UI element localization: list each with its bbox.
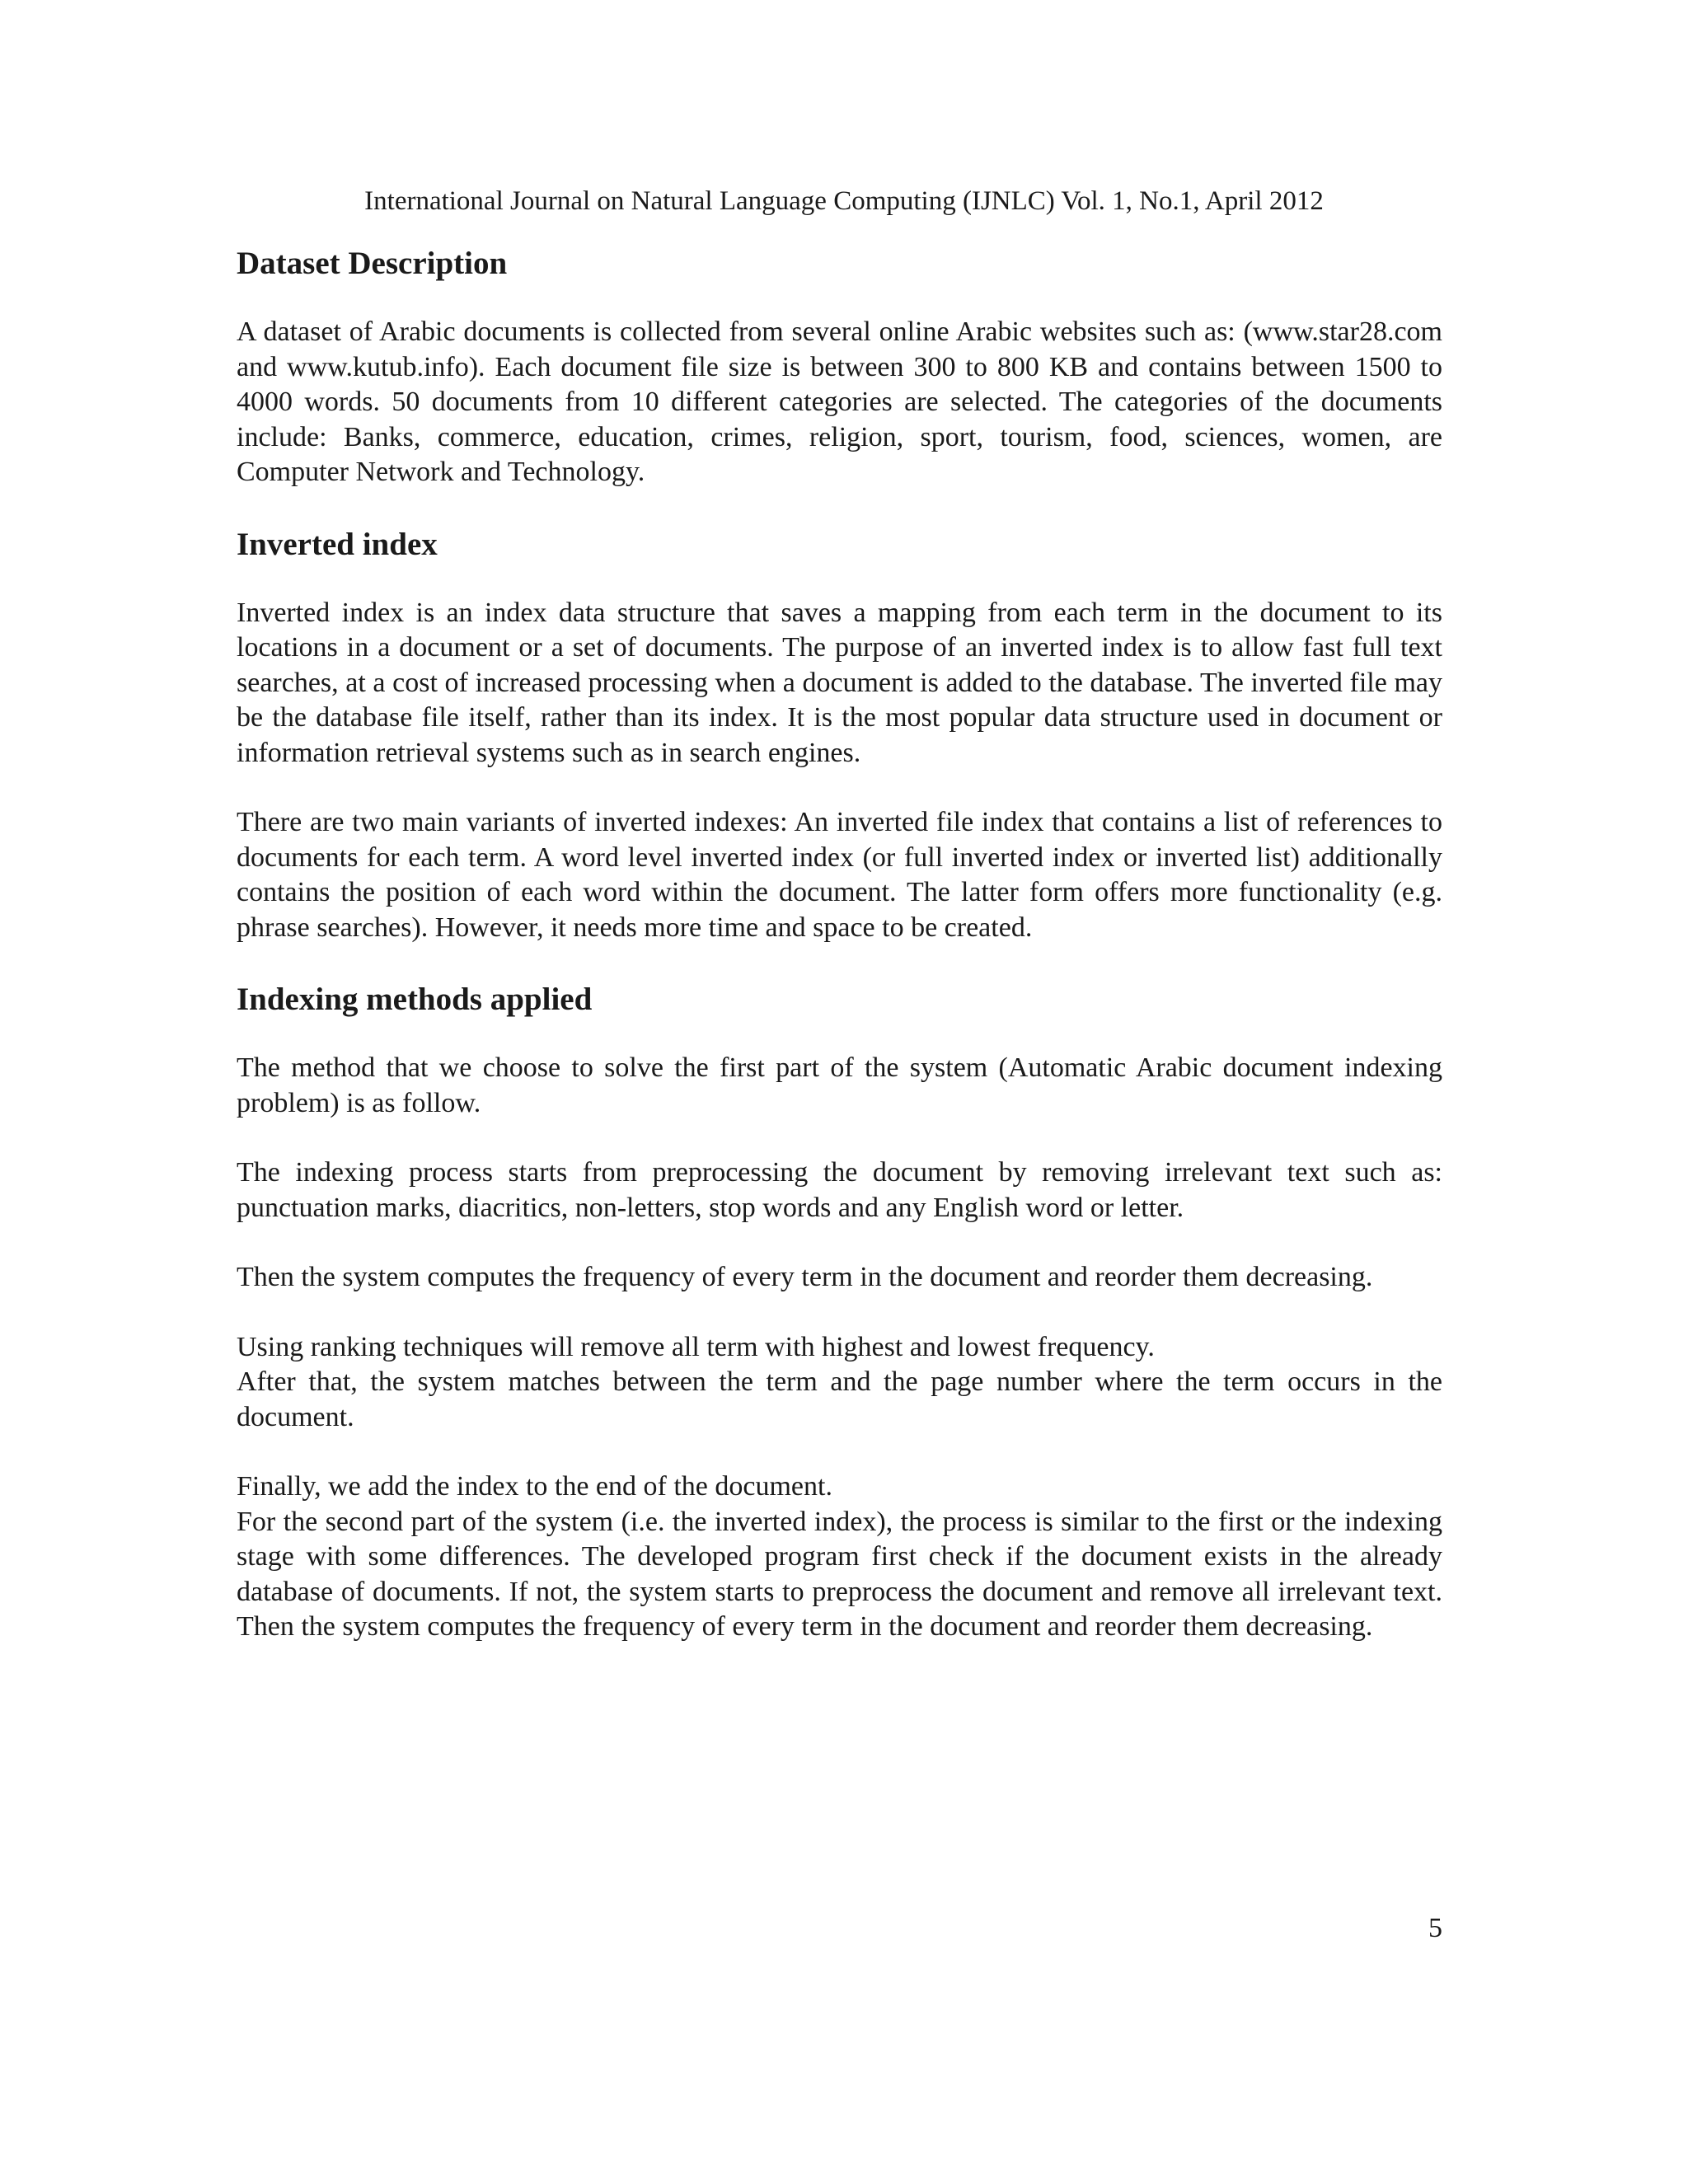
paragraph: Then the system computes the frequency of every term in the document and reorder them decreasing. (237, 1262, 1373, 1292)
section-dataset-description (237, 244, 1442, 490)
paragraph: A dataset of Arabic documents is collected from several online Arabic websites such as: (www.star28.com and www.kutub.info). Each document file size is between 300 to 800 KB and contains between 1500 to 4000 words. 50 documents from 10 different categories are selected. The categories of the documents include: Banks, commerce, education, crimes, religion, sport, tourism, food, sciences, women, are Computer Network and Technology. (237, 316, 1442, 487)
paragraph: The method that we choose to solve the first part of the system (Automatic Arabic document indexing problem) is as follow. (237, 1052, 1442, 1118)
section-heading: Indexing methods applied (237, 982, 593, 1017)
section-inverted-index (237, 525, 1442, 946)
section-heading: Dataset Description (237, 246, 508, 281)
section-indexing-methods (237, 980, 1442, 1645)
paragraph: Inverted index is an index data structure that saves a mapping from each term in the document to its locations in a document or a set of documents. The purpose of an inverted index is to allow fast full text searches, at a cost of increased processing when a document is added to the database. The inverted file may be the database file itself, rather than its index. It is the most popular data structure used in document or information retrieval systems such as in search engines. (237, 597, 1442, 768)
running-header: International Journal on Natural Language Computing (IJNLC) Vol. 1, No.1, April 2012 (364, 186, 1324, 216)
paragraph: For the second part of the system (i.e. the inverted index), the process is similar to the first or the indexing stage with some differences. The developed program first check if the document exists in the already database of documents. If not, the system starts to preprocess the document and remove all irrelevant text. Then the system computes the frequency of every term in the document and reorder them decreasing. (237, 1506, 1442, 1642)
page-body (237, 244, 1442, 1680)
paragraph: Using ranking techniques will remove all term with highest and lowest frequency. (237, 1331, 1155, 1362)
paragraph: After that, the system matches between the term and the page number where the term occurs in the document. (237, 1366, 1442, 1432)
paragraph: Finally, we add the index to the end of the document. (237, 1471, 832, 1502)
page-number: 5 (1428, 1913, 1442, 1943)
section-heading: Inverted index (237, 526, 438, 562)
paragraph: There are two main variants of inverted indexes: An inverted file index that contains a list of references to documents for each term. A word level inverted index (or full inverted index or inverted list) additionally contains the position of each word within the document. The latter form offers more functionality (e.g. phrase searches). However, it needs more time and space to be created. (237, 807, 1442, 943)
paragraph: The indexing process starts from preprocessing the document by removing irrelevant text such as: punctuation marks, diacritics, non-letters, stop words and any English word or letter. (237, 1157, 1442, 1223)
